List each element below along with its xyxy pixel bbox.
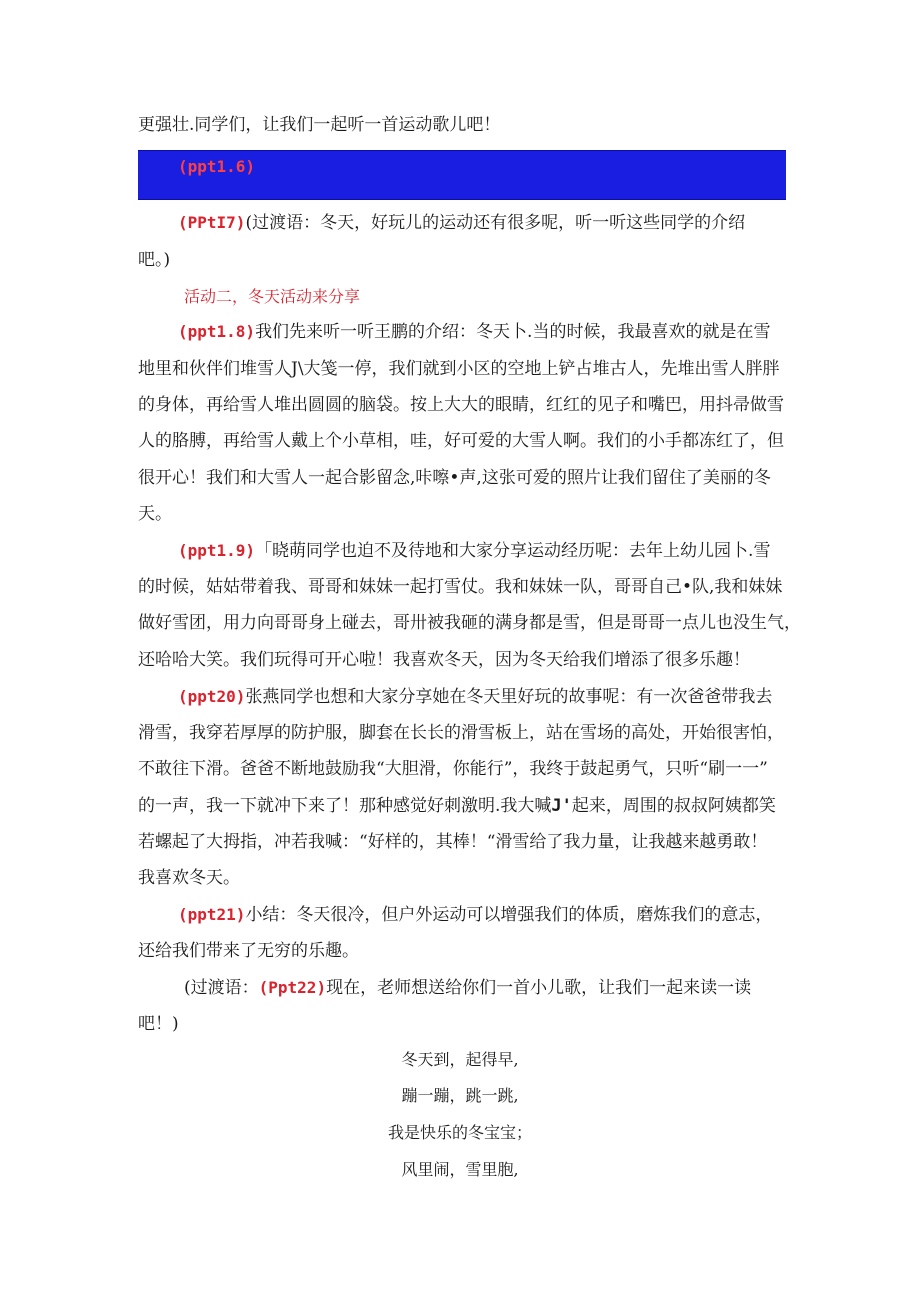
text: 起来，周围的叔叔阿姨都笑: [571, 796, 776, 816]
paragraph-ppt18-line1: [178, 321, 770, 343]
paragraph-ppt20-line5: 若螺起了大拇指，冲若我喊：“好样的，其棒！“滑雪给了我力量，让我越来越勇敢！: [138, 832, 768, 852]
intro-line: 更强壮.同学们，让我们一起听一首运动歌儿吧！: [138, 115, 501, 135]
paragraph-ppt19-line3: 做好雪团，用力向哥哥身上碰去，哥卅被我砸的满身都是雪，但是哥哥一点儿也没生气，: [138, 613, 801, 633]
paragraph-ppt18-line6: 天。: [138, 504, 172, 524]
ppt-ref: (Ppt22): [258, 978, 327, 997]
paragraph-ppt21-line1: [178, 904, 772, 926]
paragraph-ppt19-line2: 的时候，姑姑带着我、哥哥和妹妹一起打雪仗。我和妹妹一队，哥哥自己•队,我和妹妹: [138, 577, 783, 597]
text: (过渡语：: [184, 978, 259, 998]
paragraph-ppt17-line2: 吧。): [138, 250, 171, 270]
ppt-ref: (ppt20): [178, 687, 246, 706]
text: 小结：冬天很冷，但户外运动可以增强我们的体质，磨炼我们的意志，: [245, 905, 773, 925]
poem-line: 我是快乐的冬宝宝；: [387, 1123, 532, 1142]
banner-ppt-ref: (ppt1.6): [178, 157, 256, 176]
text: 张燕同学也想和大家分享她在冬天里好玩的故事呢：有一次爸爸带我去: [245, 687, 773, 707]
section-heading: 活动二，冬天活动来分享: [184, 287, 361, 306]
paragraph-ppt18-line3: 的身体，再给雪人堆出圆圆的脑袋。按上大大的眼睛，红红的见子和嘴巴，用抖帚做雪: [138, 395, 784, 415]
paragraph-ppt20-line3: 不敢往下滑。爸爸不断地鼓励我“大胆滑，你能行”，我终于鼓起勇气，只听“刷一一”: [138, 759, 768, 779]
paragraph-ppt18-line5: 很开心！我们和大雪人一起合影留念,咔嚓•声,这张可爱的照片让我们留住了美丽的冬: [138, 468, 771, 488]
poem-line: 蹦一蹦，跳一跳,: [401, 1086, 519, 1105]
paragraph-ppt19-line4: 还哈哈大笑。我们玩得可开心啦！我喜欢冬天，因为冬天给我们增添了很多乐趣！: [138, 650, 750, 670]
paragraph-ppt20-line6: 我喜欢冬天。: [138, 868, 240, 888]
poem-line: 冬天到，起得早,: [401, 1050, 519, 1069]
text: 的一声，我一下就冲下来了！那种感觉好刺激明.我大喊: [138, 796, 552, 816]
poem-line: 风里闹，雪里胞,: [401, 1160, 519, 1179]
paragraph-ppt20-line1: [178, 686, 772, 708]
text: 现在，老师想送给你们一首小儿歌，让我们一起来读一读: [326, 978, 752, 998]
paragraph-ppt18-line2: 地里和伙伴们堆雪人J\大笺一停，我们就到小区的空地上铲占堆古人，先堆出雪人胖胖: [138, 359, 780, 379]
paragraph-ppt20-line4: [138, 795, 776, 817]
paragraph-ppt22-line2: 吧！): [138, 1014, 179, 1034]
paragraph-ppt17-line1: [178, 212, 745, 234]
ppt-ref: (ppt1.9): [178, 541, 256, 560]
ppt-ref: (PPtI7): [178, 213, 246, 232]
ppt-ref: (ppt21): [178, 905, 246, 924]
paragraph-ppt18-line4: 人的胳膊，再给雪人戴上个小草相，哇，好可爱的大雪人啊。我们的小手都冻红了，但: [138, 431, 784, 451]
text: (过渡语：冬天，好玩儿的运动还有很多呢，听一听这些同学的介绍: [245, 213, 746, 233]
paragraph-ppt22-line1: [184, 977, 751, 999]
text: 「晓萌同学也迫不及待地和大家分享运动经历呢：去年上幼儿园卜.雪: [255, 541, 771, 561]
paragraph-ppt21-line2: 还给我们带来了无穷的乐趣。: [138, 941, 359, 961]
ppt-ref: (ppt1.8): [178, 322, 256, 341]
paragraph-ppt19-line1: [178, 540, 770, 562]
text: 我们先来听一听王鹏的介绍：冬天卜.当的时候，我最喜欢的就是在雪: [255, 322, 771, 342]
ocr-fragment: J': [551, 796, 572, 816]
paragraph-ppt20-line2: 滑雪，我穿若厚厚的防护服，脚套在长长的滑雪板上，站在雪场的高处，开始很害怕，: [138, 723, 784, 743]
